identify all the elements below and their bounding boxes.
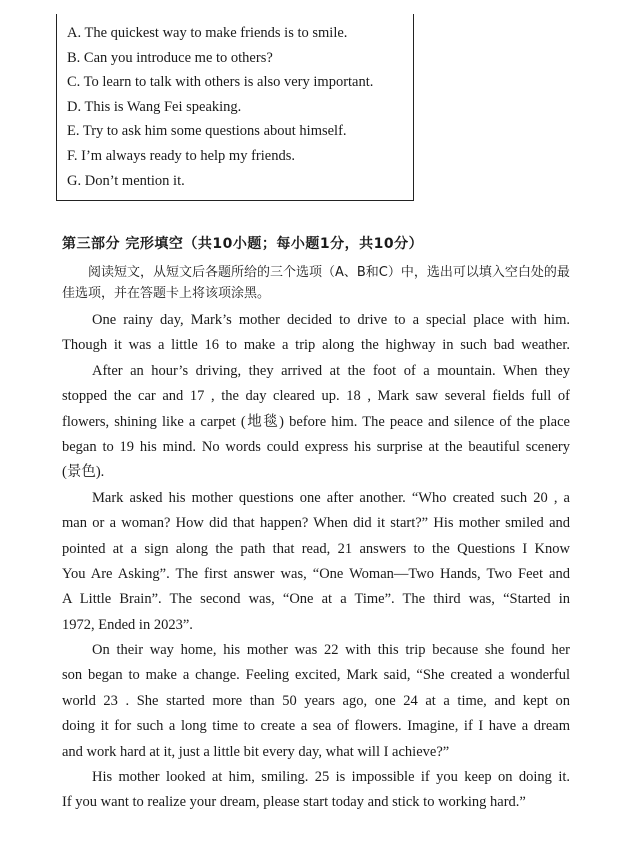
option-a: A. The quickest way to make friends is to smile. [67,25,348,41]
passage-line: son began to make a change. Feeling excited, Mark said, “She created a wonderful [62,667,570,684]
section-instructions: 阅读短文，从短文后各题所给的三个选项（A、B和C）中，选出可以填入空白处的最佳选项，并在答题卡上将该项涂黑。 [62,265,570,301]
passage-line: world 23 . She started more than 50 years ago, one 24 at a time, and kept on [62,692,570,709]
option-f: F. I’m always ready to help my friends. [67,147,295,164]
passage-line: doing it for such a long time to create a sea of flowers. Imagine, if I have a dream [62,718,570,735]
passage-line: 1972, Ended in 2023”. [62,616,193,633]
passage-line: You Are Asking”. The first answer was, “One Woman—Two Hands, Two Feet and [62,565,570,582]
cloze-passage [62,308,570,816]
passage-line: Though it was a little 16 to make a trip along the highway in such bad weather. [62,337,570,354]
options-box [56,14,414,201]
passage-line: flowers, shining like a carpet (地毯) before him. The peace and silence of the place [62,413,570,430]
option-c: C. To learn to talk with others is also very important. [67,74,374,91]
option-b: B. Can you introduce me to others? [67,49,273,66]
passage-line: stopped the car and 17 , the day cleared up. 18 , Mark saw several fields full of [62,388,570,405]
section-title: 第三部分 完形填空（共10小题；每小题1分，共10分） [62,236,424,252]
passage-line: Mark asked his mother questions one after another. “Who created such 20 , a [92,489,570,506]
passage-line: pointed at a sign along the path that read, 21 answers to the Questions I Know [62,540,570,557]
passage-line: On their way home, his mother was 22 with this trip because she found her [92,642,570,659]
passage-line: A Little Brain”. The second was, “One at a Time”. The third was, “Started in [62,591,570,608]
option-e: E. Try to ask him some questions about himself. [67,123,347,140]
passage-line: After an hour’s driving, they arrived at the foot of a mountain. When they [92,362,570,379]
passage-line: began to 19 his mind. No words could express his surprise at the beautiful scenery [62,438,570,455]
passage-line: One rainy day, Mark’s mother decided to drive to a special place with him. [92,312,570,328]
option-g: G. Don’t mention it. [67,172,185,189]
passage-line: and work hard at it, just a little bit every day, what will I achieve?” [62,743,450,760]
passage-line: (景色). [62,464,105,481]
passage-line: If you want to realize your dream, please start today and stick to working hard.” [62,794,526,811]
option-d: D. This is Wang Fei speaking. [67,98,242,115]
passage-line: man or a woman? How did that happen? When did it start?” His mother smiled and [62,515,570,532]
passage-line: His mother looked at him, smiling. 25 is impossible if you keep on doing it. [92,769,570,786]
